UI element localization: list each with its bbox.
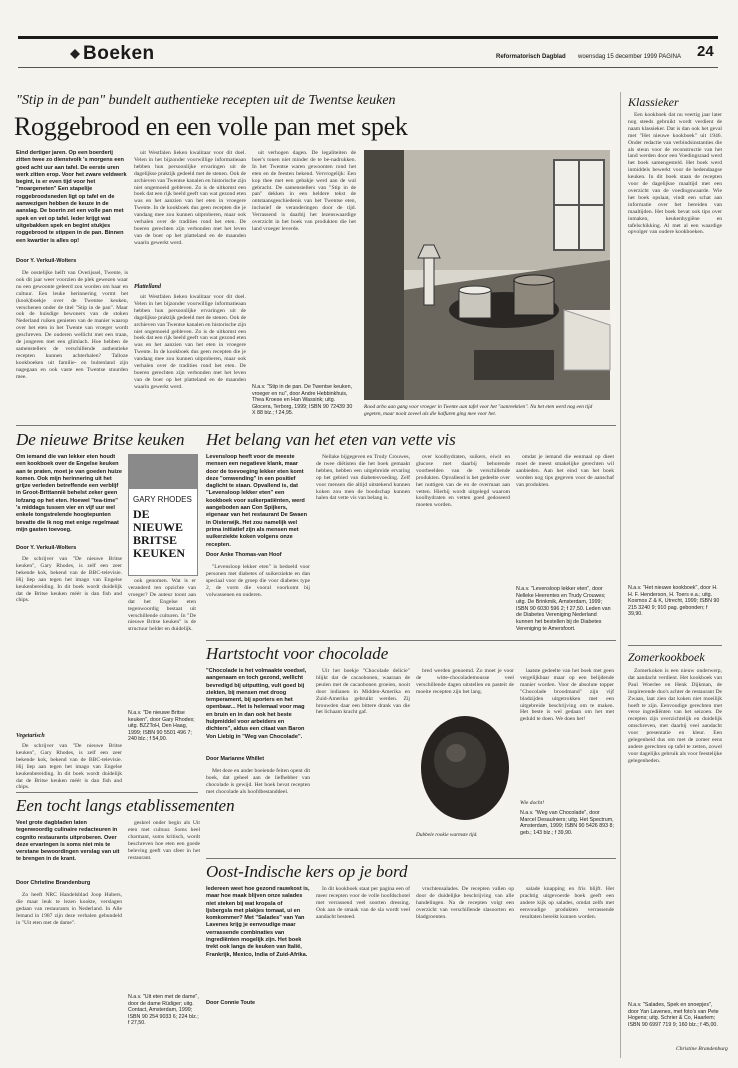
vetvis-column-4: omdat je iemand die eenmaal op dieet moet de meest smakelijke gerechten wil aanbieden. Aan het eind van het boek worden nog tips gegeven voor de aanschaf van produkten. — [516, 454, 614, 488]
britse-byline: Door Y. Verkuil-Wolters — [16, 545, 77, 551]
article-headline: Roggebrood en een volle pan met spek — [14, 112, 408, 141]
chocolate-cake-image — [416, 708, 514, 830]
paper-name: Reformatorisch Dagblad — [496, 54, 566, 60]
oostindische-lead: Iedereen weet hoe gezond rauwkost is, maar hoe maak blijven onze salades niet steken bij wat kropsla of Ijsbergsla met plakjes tomaat, ui en komkommer? Met "Salades" van Yan Lavenes krijg je eenvoudige maar verrassende combinaties van ingrediënten mogelijk zijn. Het boek trekt ook langs de keuken van Italië, Frankrijk, Mexico, India of Zuid-Afrika. — [206, 886, 310, 958]
zomerkookboek-note: N.a.v. "Salades, Spek en snoepjes", door Yan Lavenes, met foto's van Pete Hogens; uitg. Schrier & Co, Haarlem; ISBN 90 6997 719 9; 160 blz.; f 45,00. — [628, 1002, 719, 1028]
etablissementen-byline: Door Christine Brandenburg — [16, 880, 91, 886]
oostindische-byline: Door Connie Toute — [206, 1000, 256, 1006]
zomerkookboek-title: Zomerkookboek — [628, 650, 705, 664]
britse-column-1b: De schrijver van "De nieuwe Britse keuken", Gary Rhodes, is zelf een zeer bekende kok, bekend van de BBC-televisie. Hij liep aan tegen het imago van Engelse keukenbereiding. In dit boek wordt duidelijk dat de Britse keuken méér is dan fish and chips. — [16, 743, 122, 791]
zomerkookboek-signature: Christine Brandenburg — [676, 1046, 728, 1052]
chocolade-note: N.a.v. "Weg van Chocolade", door Marcel Desaulniers; uitg. Het Spectrum, Amsterdam, 1999; ISBN 90 5426 893 8; geb.; 143 blz.; f 39,90. — [520, 810, 614, 836]
britse-title: De nieuwe Britse keuken — [16, 430, 185, 449]
chocolate-photo — [416, 708, 514, 830]
britse-column-1: De schrijver van "De nieuwe Britse keuken", Gary Rhodes, is zelf een zeer bekende kok, bekend van de BBC-televisie. Hij liep aan tegen het imago van Engelse keukenbereiding. In dit boek wordt duidelijk dat de Britse keuken méér is dan fish and chips. — [16, 556, 122, 604]
vetvis-column-2: Nellake bijgegeven en Trudy Crouwes, de twee diëtisten die het boek gemaakt hebben, hebben een uitgebreide ervaring op het gebied van diabetesvoeding. Zelf voor mensen die altijd uitstekend kunnen koken zou men de boodschap kunnen halen dat vette vis van belang is. — [316, 454, 410, 502]
etablissementen-column-1: Zo heeft NRC Handelsblad Joop Hubers, die maar leuk te lezen kookte, verslagen gedaan van restaurants in Nederland. In Alle Iemand in 1987 zijn deze verhalen gebundeld in "Uit eten met de dame". — [16, 892, 122, 926]
britse-book-cover — [128, 454, 198, 576]
chocolade-title: Hartstocht voor chocolade — [206, 644, 389, 663]
oostindische-column-3: salade knapping en fris blijft. Het prachtig uitgevoerde boek geeft een andere kijk op salades, omdat zelfs met eenvoudige produkten verrassende resultaten bereikt kunnen worden. — [520, 886, 614, 920]
article-book-note: N.a.v. "Stip in de pan. De Twentse keuken, vroeger en nu", door Andre Hebbinkhuis, Thea Kroese en Han Wassink; uitg. Glocera, Terborg, 1999; ISBN 90 72439 30 X 88 blz.; f 24,95. — [252, 384, 353, 417]
britse-lead: Om iemand die van lekker eten houdt een kookboek over de Engelse keuken aan te praten, moet je van goeden huize komen. Ook mijn herinnering uit het grijze verleden betreffende een verblijf in Groot-Brittannië behelst zeker geen lofzang op het eten. Hoewel "tea-time" 's middags tussen vier en vijf uur wel enkele tongstrelende hoogtepunten bevatte die ik nog met enige regelmaat mijn gasten toevoeg. — [16, 454, 122, 533]
zomer-rule — [628, 645, 722, 646]
article-lead: Eind dertiger jaren. Op een boerderij zitten twee zo dienstvolk 's morgens een goed acht uur aan tafel. De eerste uren werk zitten erop. Voor het zware veldwerk begint, is er even tijd voor het "moargeneten" Een stapelije roggebroodsneden ligt op tafel en de aanwezigen hebben de keuze in de aanslag. De boerin zet een volle pan met spek en vet op tafel. Ieder krijgt wat uitgebakken spek en begint stukjes roggebrood te stippen in de pan. Binnen een kwartier is alles op! — [16, 150, 127, 244]
chocolade-column-4: laatste gedeelte van het boek met geen vergelijkbaar maar op een belijdende manier worden. Voor de absolute topper "Chocolade broodmand" zijn vijf bladzijden uitgetrokken met een uitgebreide beschrijving om te maken. Het beste is wel gedaan om het met geduld te doen. We doen het! — [520, 668, 614, 723]
section-title: Boeken — [83, 43, 155, 64]
klassieker-title: Klassieker — [628, 95, 679, 109]
britse-column-2: ook genomen. Wat is er veranderd ten opzichte van vroeger? De auteur toont aan dat het Engelse eten tegenwoordig bestaat uit verschillende culturen. In "De nieuwe Britse keuken" is de structuur helder en duidelijk. — [128, 578, 196, 633]
book-cover-author: GARY RHODES — [133, 495, 192, 504]
klassieker-body: Een kookboek dat nu veertig jaar later nog steeds gebruikt wordt verdient de naam klassieker. Dat is dan ook het geval met "Het nieuwe kookboek" uit 1946. Onder redactie van verbindsinstanties die als steun voor de reconstructie van het land werden door een Voedingsraad werd het boek samengesteld. Het boek werd inmiddels bewerkt voor de hedendaagse keuken. In dit boek staan de recepten voor de dagelijkse maaltijd met een overzicht van de voedingswaarde. Wie het boek opslaat, vindt een schat aan informatie over het bereiden van maaltijden. Het boek bevat ook tips over inmaken, keukenhygiëne en tafelschikking. Al met al een waardige opvolger van oudere kookboeken. — [628, 112, 722, 236]
sidebar-divider — [620, 92, 621, 1058]
vetvis-title: Het belang van het eten van vette vis — [206, 430, 456, 449]
zomerkookboek-body: Zomerkoken is een nieuw onderwerp, dat aandacht verdient. Het kookboek van Paul Woerlee en Henk Dijkman, de inspirerende duo's achter de restaurant De Zwaan, laat zien dat koken niet moeilijk hoeft te zijn. Eenvoudige gerechten met verse ingrediënten van het seizoen. De recepten zijn overzichtelijk en duidelijk omschreven, met daarbij veel aandacht voor presentatie en kleur. Een gelegenheid dus om met de zomer eens andere gerechten op tafel te zetten, zowel voor dagelijks gebruik als voor feestelijke gelegenheden. — [628, 668, 722, 764]
britse-subhead: Vegetarisch — [16, 733, 45, 739]
ornament-icon — [70, 49, 80, 59]
article-column-2b: uit Westfalen lieken kwalitaar voor dit doel. Velen in het bijzonder voorwillige informatieaan hebben hun persoonlijke ervaringen uit de dagelijkse praktijk gedeeld met de stenen. Ook de archieven van Twentse kanalen en historische zijn niet ongemoeid gebleven. Zo is de uitkomst een boek dat een rijk beeld geeft van wat gezond eten was en het aanzien van het eten in vroegere Twente. In de kookboek dus geen recepten die je vandaag mee zou kunnen uitproberen, maar ook verhalen over de tradities rond het eten. De boeren gerechten zijn verbonden met het leven van de boer op het platteland en de maanden waarin gewerkt werd. — [134, 294, 246, 390]
row-divider-3 — [16, 792, 198, 793]
etablissementen-lead: Veel grote dagbladen laten tegenwoordig culinaire redacteuren in cognito restaurants uitproberen. Over deze ervaringen is soms niet mis te verstane bewoordingen verslag van uit te brengen in de krant. — [16, 820, 120, 863]
row-divider-1 — [16, 425, 616, 426]
chocolate-photo-caption: Dubbele rookie warmste tijd. — [416, 832, 478, 838]
row-divider-2 — [206, 640, 616, 641]
vetvis-note: N.a.v. "Levensloop lekker eten", door Nelleke Heerentes en Trudy Crouwes; uitg. De Brinkmik, Amsterdam, 1999; ISBN 90 6030 596 2; f 27,50. Leden van de Diabetes Vereniging Nederland kunnen het bestellen bij de Diabetes Vereniging te Amersfoort. — [516, 586, 611, 632]
etablissementen-title: Een tocht langs etablissementen — [16, 796, 235, 815]
page-header — [18, 36, 718, 73]
page-number: 24 — [697, 43, 714, 60]
chocolade-signoff: Wie docht! — [520, 800, 545, 806]
chocolade-byline: Door Marianne Whillet — [206, 756, 265, 762]
chocolade-column-1: Met deze en ander boeiende feiten opent dit boek, dat geheel aan de liefhebber van chocolade is gewijd. Het boek bevat recepten met chocolade als hoofdbestanddeel. — [206, 768, 311, 795]
kitchen-photo-caption: Rood arbo aan gang voor vroeger in Twente aan tafel voor het "aanreektien". Na het eten werd nog een tijd gegeten, maar nooit zoveel als die halfuren ging mee voor het. — [364, 404, 593, 417]
klassieker-note: N.a.v. "Het nieuwe kookboek", door H. H. F. Henderson, H. Toers e.a.; uitg. Kosmos Z & K, Utrecht, 1999; ISBN 90 215 3240 9; 910 pag. gebonden; f 39,90. — [628, 585, 720, 618]
vetvis-column-1: "Levensloop lekker eten" is bedoeld voor personen met diabetes of suikerziekte en dan speciaal voor de groep die voor diabetes type 2, de vorm die vooral voorkomt bij volwassenen en ouderen. — [206, 564, 310, 598]
oostindische-title: Oost-Indische kers op je bord — [206, 862, 408, 881]
oostindische-column-1: In dit kookboek staat per pagina een of meer recepten voor de volle hoofdschotel met verrassend veel soorten dressing. Ook aan de smaak van de sla wordt veel aandacht besteed. — [316, 886, 410, 920]
vetvis-column-3: over koolhydraten, suikers, eiwit en glucose met daarbij behorende voorbeelden van de verschillende produkten. Opvallend is het gedeelte over het nuttigen van de en de overmaat aan vetten. Hierbij wordt uitgelegd waarom koolhydraten en vetten goed gedoseerd moeten worden. — [416, 454, 510, 509]
article-byline: Door Y. Verkuil-Wolters — [16, 258, 77, 264]
issue-date: woensdag 15 december 1999 PAGINA — [578, 54, 681, 60]
book-cover-title: DE NIEUWE BRITSE KEUKEN — [133, 507, 186, 560]
chocolade-lead: "Chocolade is het volmaakte voedsel, aangenaam en toch gezond, wellicht bevredigd bij uitputting, vult goed bij ziekten, bij mensen met droog temperament, bij sporters en het openbaar... Het is helemaal voor mag en bruin en in dan ook het beste hulpmiddel voor arbeiders en dichters", aldus een citaat van Baron Von Liebig in "Weg van Chocolade". — [206, 668, 307, 740]
vetvis-byline: Door Anke Thomas-van Hoof — [206, 552, 282, 558]
kitchen-photo-image — [364, 150, 610, 400]
row-divider-4 — [206, 858, 616, 859]
header-rule — [18, 67, 718, 68]
vetvis-lead: Levensloop heeft voor de meeste mensen een negatieve klank, maar door de toevoeging lekker eten komt deze "omwending" in een positief daglicht te staan. Opvallend is, dat "Levensloop lekker eten" een kookboek voor suikerpatiënten, werd aangeboden aan Con Spijkers, eigenaar van het restaurant De Swaen in Oisterwijk. Het zou namelijk wel prima initiatief zijn als mensen met suikerziekte koken volgens onze recepten. — [206, 454, 308, 548]
book-cover-photo — [129, 455, 197, 489]
chocolade-column-2: Uit het boekje "Chocolade delicie" blijkt dat de cacaobonen, waaraan de peulen met de cacaobonen groeien, nooit door indianen in Midden-Amerika en Zuid-Amerika gebruikt werden. Zij brouwden daar een bittere drank van die het lichaam kracht gaf. — [316, 668, 410, 716]
article-column-3: uit verhogen dagen. De legaliteiten de boer's tonen niet minder de te be-nadrukken. In het Twentse waren gewoonten rond het eten en de feesten bekend. Vervrogelijk: Een kop thee met een gebakje werd aan de wal gebracht. De samenstellers van "Stip in de pan" dekken in een heldere tekst de ontstaansgeschiedenis van het Twentse eten, inclusief de veranderingen door de tijd. Verrassend is daarbij het lezenswaardige overzicht in het boek van produkten die het land vroeger leverde. — [252, 150, 356, 232]
chocolade-column-3: bred werden genoemd. Zo moet je voor de witte-chocolademousse veel verschillende dagen uitstellen en pasteit de moeite recepten zijn het lang. — [416, 668, 514, 695]
article-column-1: De oostelijke helft van Overijssel, Twente, is ook dit jaar weer voorzien de plek gewezen waar nu een gewoonte geleerd zou worden om haar en cultuur. Een leuke herinnering vormt het (kook)boekje over de Twentse keuken, verschenen onder de titel "Stip in de pan". Maar ook de huisdige bewoners van de stoken Nederland ruiken genieten van de manier waarop over het eten in het Twente van vroeger wordt geschreven. De ouderen wellicht met een traan, de jongeren met een glimlach. Hoe hebben de samenstellers de verschillende authentieke recepten kunnen achterhalen? Talloze kookboeken uit familie- en buitenland zijn nagegaan en ook vaste een Twentse stuurden mee. — [16, 270, 128, 380]
etablissementen-column-2: geskrel onder begin als Uit eten met cultuur. Soms heel charmant, soms kritisch, wordt beschreven hoe eten een goede beleving geeft van sfeer in het restaurant. — [128, 820, 200, 861]
article-kicker: "Stip in de pan" bundelt authentieke recepten uit de Twentse keuken — [16, 93, 396, 108]
oostindische-column-2: vruchtensalades. De recepten vallen op door de duidelijke beschrijving van alle handelingen. Na de recepten volgt een overzicht van verschillende slasoorten en bladgroenten. — [416, 886, 514, 920]
article-subhead: Plattelland — [134, 284, 161, 290]
britse-note: N.a.v. "De nieuwe Britse keuken", door Gary Rhodes; uitg. BZZToH, Den Haag, 1999; ISBN 90 5501 496 7; 240 blz.; f 54,90. — [128, 710, 195, 743]
kitchen-photo — [364, 150, 610, 400]
article-column-2a: uit Westfalen lieken kwalitaar voor dit doel. Velen in het bijzonder voorwillige informatieaan hebben hun persoonlijke ervaringen uit de dagelijkse praktijk gedeeld met de stenen. Ook de archieven van Twentse kanalen en historische zijn niet ongemoeid gebleven. Zo is de uitkomst een boek dat een rijk beeld geeft van wat gezond eten was en het aanzien van het eten in vroegere Twente. In de kookboek dus geen recepten die je vandaag mee zou kunnen uitproberen, maar ook verhalen over de tradities rond het eten. De boeren gerechten zijn verbonden met het leven van de boer op het platteland en de maanden waarin gewerkt werd. — [134, 150, 246, 246]
etablissementen-note: N.a.v. "Uit eten met de dame", door de dame Rüdiger; uitg. Contact, Amsterdam, 1999; ISBN 90 254 9033 6; 224 blz.; f 27,50. — [128, 994, 199, 1027]
